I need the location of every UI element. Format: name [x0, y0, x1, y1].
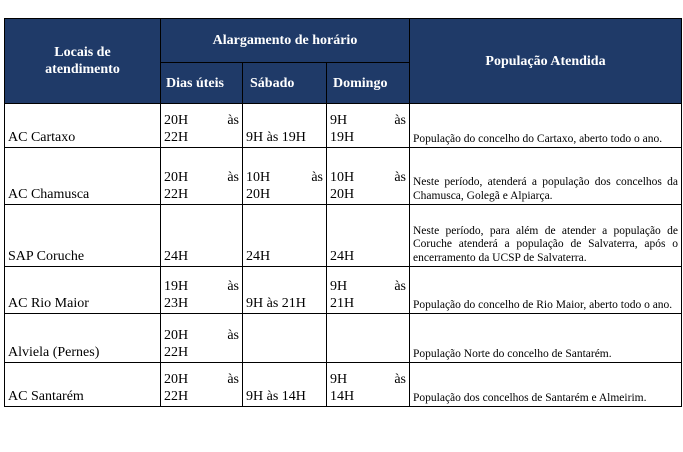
row-dias-uteis — [160, 147, 243, 205]
row-local — [4, 266, 161, 314]
time-range: 24H — [330, 249, 355, 264]
header-alargamento — [160, 18, 410, 63]
time-start: 9H — [330, 279, 348, 294]
time-sep: às — [394, 170, 406, 185]
header-sabado — [242, 62, 327, 104]
row-populacao — [409, 147, 682, 205]
local-label: Alviela (Pernes) — [8, 345, 100, 360]
row-populacao — [409, 313, 682, 363]
time-end: 22H — [164, 389, 189, 404]
row-populacao — [409, 204, 682, 267]
local-label: AC Cartaxo — [8, 130, 76, 145]
time-start: 9H — [330, 113, 348, 128]
time-end: 22H — [164, 187, 189, 202]
time-end: 20H — [246, 187, 271, 202]
row-sabado — [242, 204, 327, 267]
populacao-text: População do concelho de Rio Maior, aberto todo o ano. — [413, 298, 673, 311]
time-start: 9H — [330, 372, 348, 387]
row-dias-uteis — [160, 204, 243, 267]
time-start: 20H — [164, 113, 189, 128]
time-sep: às — [227, 328, 239, 343]
time-start: 20H — [164, 170, 189, 185]
populacao-text: Neste período, para além de atender a população de Coruche atenderá a população de Salvaterra, após o encerramento da UCSP de Salvaterra. — [413, 224, 678, 264]
header-locais-label: Locais de atendimento — [45, 45, 120, 77]
time-range: 24H — [164, 249, 189, 264]
populacao-text: População do concelho do Cartaxo, aberto todo o ano. — [413, 132, 663, 145]
local-label: SAP Coruche — [8, 249, 85, 264]
populacao-text: População dos concelhos de Santarém e Almeirim. — [413, 391, 647, 404]
time-end: 20H — [330, 187, 355, 202]
row-local — [4, 103, 161, 148]
local-label: AC Chamusca — [8, 187, 90, 202]
time-sep: às — [227, 279, 239, 294]
time-start: 19H — [164, 279, 189, 294]
time-range: 24H — [246, 249, 271, 264]
row-dias-uteis — [160, 103, 243, 148]
header-dias-uteis — [160, 62, 243, 104]
time-sep: às — [311, 170, 323, 185]
time-end: 22H — [164, 130, 189, 145]
row-dias-uteis — [160, 266, 243, 314]
header-locais — [4, 18, 161, 104]
time-sep: às — [394, 372, 406, 387]
row-domingo — [326, 103, 410, 148]
time-sep: às — [394, 279, 406, 294]
populacao-text: Neste período, atenderá a população dos concelhos da Chamusca, Golegã e Alpiarça. — [413, 176, 678, 202]
header-populacao-label: População Atendida — [485, 53, 606, 69]
row-populacao — [409, 362, 682, 407]
time-range: 9H às 19H — [246, 130, 306, 145]
row-domingo — [326, 147, 410, 205]
header-sabado-label: Sábado — [250, 75, 295, 91]
schedule-table — [4, 18, 682, 407]
time-start: 20H — [164, 372, 189, 387]
row-local — [4, 362, 161, 407]
time-sep: às — [227, 170, 239, 185]
row-dias-uteis — [160, 362, 243, 407]
row-domingo — [326, 362, 410, 407]
row-local — [4, 313, 161, 363]
time-start: 10H — [330, 170, 355, 185]
time-end: 21H — [330, 296, 355, 311]
time-range: 9H às 14H — [246, 389, 306, 404]
row-sabado — [242, 103, 327, 148]
header-populacao — [409, 18, 682, 104]
header-domingo-label: Domingo — [333, 75, 388, 91]
time-end: 19H — [330, 130, 355, 145]
row-domingo — [326, 313, 410, 363]
row-sabado — [242, 313, 327, 363]
row-local — [4, 204, 161, 267]
time-sep: às — [227, 372, 239, 387]
populacao-text: População Norte do concelho de Santarém. — [413, 347, 612, 360]
row-domingo — [326, 204, 410, 267]
local-label: AC Santarém — [8, 389, 84, 404]
time-sep: às — [227, 113, 239, 128]
row-local — [4, 147, 161, 205]
time-end: 23H — [164, 296, 189, 311]
row-dias-uteis — [160, 313, 243, 363]
header-alargamento-label: Alargamento de horário — [212, 33, 358, 48]
time-start: 20H — [164, 328, 189, 343]
row-sabado — [242, 362, 327, 407]
time-end: 22H — [164, 345, 189, 360]
header-domingo — [326, 62, 410, 104]
row-populacao — [409, 103, 682, 148]
time-sep: às — [394, 113, 406, 128]
header-dias-uteis-label: Dias úteis — [166, 75, 224, 91]
time-start: 10H — [246, 170, 271, 185]
time-range: 9H às 21H — [246, 296, 306, 311]
row-sabado — [242, 266, 327, 314]
row-domingo — [326, 266, 410, 314]
local-label: AC Rio Maior — [8, 296, 89, 311]
time-end: 14H — [330, 389, 355, 404]
row-populacao — [409, 266, 682, 314]
row-sabado — [242, 147, 327, 205]
